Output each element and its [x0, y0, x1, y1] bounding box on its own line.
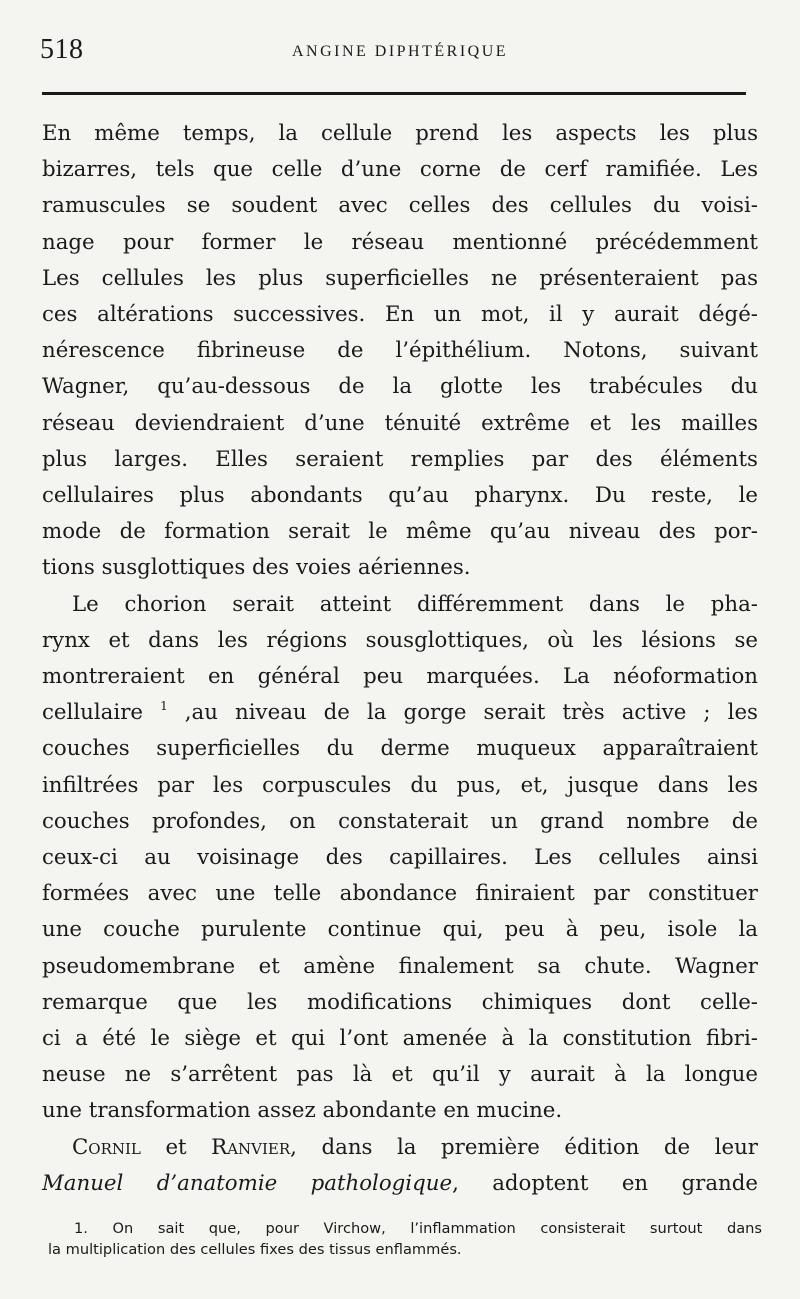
text-line: Les cellules les plus superficielles ne présenteraient pas — [42, 265, 758, 291]
book-title: Manuel d’anatomie pathologique — [42, 1170, 453, 1196]
header-rule — [42, 92, 746, 95]
text-line: ceux-ci au voisinage des capillaires. Les cellules ainsi — [42, 845, 758, 871]
text-line: ci a été le siège et qui l’ont amenée à la constitution fibri- — [42, 1026, 758, 1052]
text-line — [42, 1130, 758, 1166]
text-line: nage pour former le réseau mentionné précédemment — [42, 229, 758, 255]
text-line: neuse ne s’arrêtent pas là et qu’il y aurait à la longue — [42, 1062, 758, 1088]
text-line: ramuscules se soudent avec celles des cellules du voisi- — [42, 193, 758, 219]
text-line: formées avec une telle abondance finiraient par constituer — [42, 881, 758, 907]
text-line: tions susglottiques des voies aériennes. — [42, 555, 471, 581]
text-line: couches profondes, on constaterait un grand nombre de — [42, 808, 758, 834]
text-line: couches superficielles du derme muqueux apparaîtraient — [42, 736, 758, 762]
text-line: infiltrées par les corpuscules du pus, et, jusque dans les — [42, 772, 758, 798]
page-number: 518 — [40, 34, 84, 65]
text-line: réseau deviendraient d’une ténuité extrême et les mailles — [42, 410, 758, 436]
text-line: bizarres, tels que celle d’une corne de cerf ramifiée. Les — [42, 157, 758, 183]
body-text — [42, 116, 758, 1202]
text-line: Wagner, qu’au-dessous de la glotte les trabécules du — [42, 374, 758, 400]
text-line: une transformation assez abondante en mucine. — [42, 1098, 563, 1124]
running-title: ANGINE DIPHTÉRIQUE — [291, 43, 509, 60]
text-fragment: et — [165, 1134, 187, 1160]
text-line: ces altérations successives. En un mot, il y aurait dégé- — [42, 302, 758, 328]
text-line: plus larges. Elles seraient remplies par des éléments — [42, 446, 758, 472]
text-line: une couche purulente continue qui, peu à peu, isole la — [42, 917, 758, 943]
footnote-line: la multiplication des cellules fixes des tissus enflammés. — [48, 1241, 462, 1258]
text-line: En même temps, la cellule prend les aspects les plus — [42, 121, 758, 146]
text-line — [42, 1166, 758, 1202]
text-line: rynx et dans les régions sousglottiques, où les lésions se — [42, 627, 758, 653]
text-fragment: cellulaire — [42, 700, 143, 726]
text-line: Le chorion serait atteint différemment dans le pha- — [72, 591, 758, 617]
footnote — [48, 1218, 762, 1260]
author-name: Ranvier — [211, 1134, 291, 1160]
text-fragment: , adoptent en grande — [452, 1170, 758, 1196]
text-fragment: , dans la première édition de leur — [290, 1134, 758, 1160]
text-line: pseudomembrane et amène finalement sa chute. Wagner — [42, 953, 758, 979]
text-line — [42, 695, 758, 731]
text-fragment: ,au niveau de la gorge serait très active ; les — [184, 700, 758, 726]
text-line: mode de formation serait le même qu’au niveau des por- — [42, 519, 758, 545]
footnote-line: 1. On sait que, pour Virchow, l’inflammation consisterait surtout dans — [74, 1220, 762, 1237]
text-line: remarque que les modifications chimiques dont celle- — [42, 989, 758, 1015]
page-header — [40, 34, 760, 70]
footnote-reference: 1 — [160, 699, 168, 714]
author-name: Cornil — [72, 1134, 141, 1160]
text-line: montreraient en général peu marquées. La néoformation — [42, 664, 758, 690]
text-line: cellulaires plus abondants qu’au pharynx. Du reste, le — [42, 483, 758, 509]
text-line: nérescence fibrineuse de l’épithélium. Notons, suivant — [42, 338, 758, 364]
